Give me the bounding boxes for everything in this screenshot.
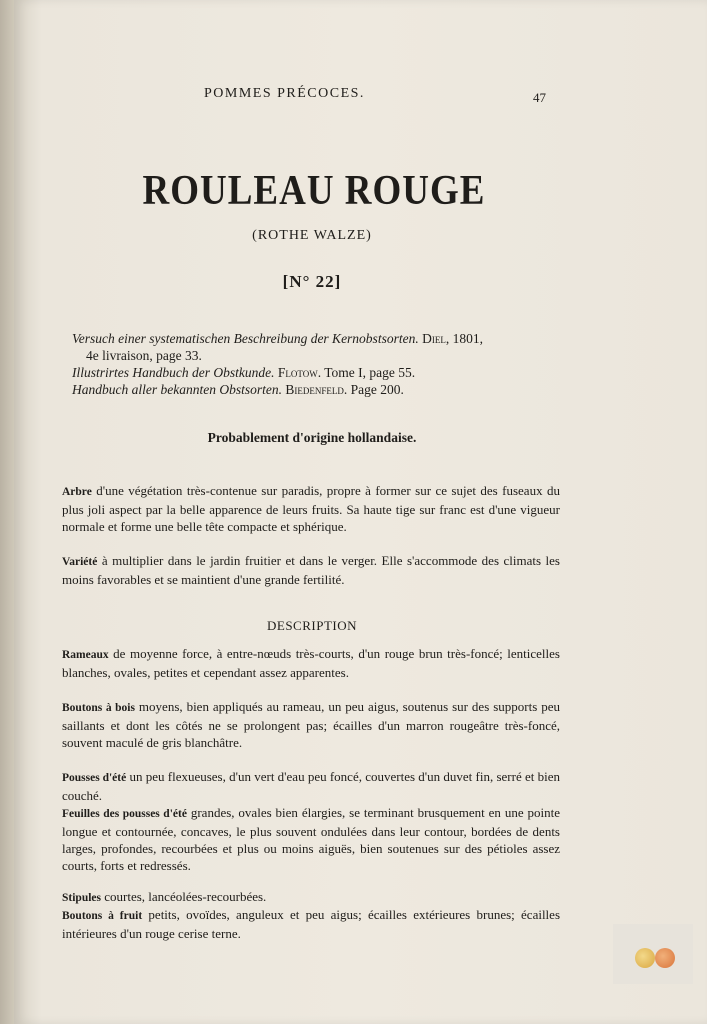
fruit-watermark-icon [613,924,693,984]
page-subtitle: (ROTHE WALZE) [252,228,372,243]
reference-item: Versuch einer systematischen Beschreibung der Kernobstsorten. Diel, 1801, [72,331,483,346]
references [72,330,552,398]
page-title: ROULEAU ROUGE [142,167,486,215]
book-spine [0,0,14,1024]
description-rameaux: Rameaux de moyenne force, à entre-nœuds très-courts, d'un rouge brun très-foncé; lenticelles blanches, ovales, petites et cependant assez apparentes. [62,646,560,680]
page-number: 47 [533,90,546,105]
variety-number: [N° 22] [282,272,342,291]
description-stipules: Stipules courtes, lancéolées-recourbées. [62,889,267,904]
reference-item-continued: 4e livraison, page 33. [86,348,202,363]
running-title: POMMES PRÉCOCES. [204,86,365,101]
description-boutons-fruit: Boutons à fruit petits, ovoïdes, anguleux et peu aigus; écailles extérieures brunes; écailles intérieures d'un rouge cerise terne. [62,907,561,941]
apple-icon [655,948,675,968]
description-pousses: Pousses d'été un peu flexueuses, d'un vert d'eau peu foncé, couvertes d'un duvet fin, serré et bien couché. [62,769,560,803]
reference-item: Illustrirtes Handbuch der Obstkunde. Flotow. Tome I, page 55. [72,365,416,380]
origin-statement: Probablement d'origine hollandaise. [207,430,417,445]
description-heading: DESCRIPTION [266,618,357,633]
book-page [14,0,707,1024]
description-boutons-bois: Boutons à bois moyens, bien appliqués au rameau, un peu aigus, soutenus sur des supports peu saillants et dont les côtés ne se prolongent pas; écailles d'un marron rougeâtre très-foncé, souvent maculé de gris blanchâtre. [62,699,560,750]
description-feuilles: Feuilles des pousses d'été grandes, ovales bien élargies, se terminant brusquement en une pointe longue et contournée, concaves, le plus souvent ondulées dans leur contour, bordées de dents larges, profondes, recourbées et plus ou moins aiguës, bien soutenues sur des pétioles assez courts, forts et redressés. [62,805,560,873]
reference-item: Handbuch aller bekannten Obstsorten. Biedenfeld. Page 200. [72,382,404,397]
paragraph-arbre: Arbre d'une végétation très-contenue sur paradis, propre à former sur ce sujet des fuseaux du plus joli aspect par la belle apparence de leurs fruits. Sa haute tige sur franc est d'une vigueur normale et forme une belle tête compacte et sphérique. [62,483,560,534]
apple-icon [635,948,655,968]
paragraph-variete: Variété à multiplier dans le jardin fruitier et dans le verger. Elle s'accommode des climats les moins favorables et se maintient d'une grande fertilité. [62,553,560,587]
